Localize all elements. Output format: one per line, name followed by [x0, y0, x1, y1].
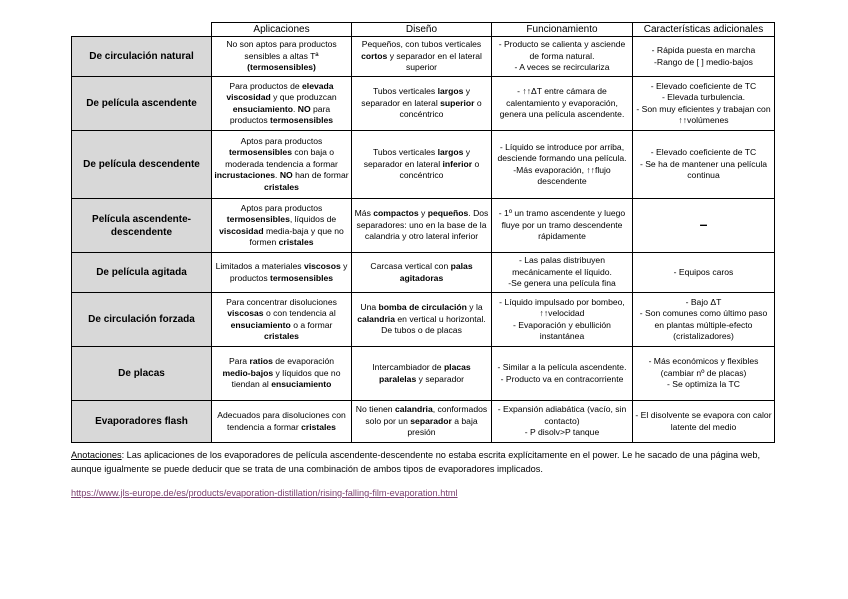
cell-diseno: Intercambiador de placas paralelas y separador: [352, 347, 492, 401]
annotations: [71, 448, 791, 476]
column-header-aplicaciones: Aplicaciones: [212, 23, 352, 37]
table-header-row: [72, 23, 775, 37]
cell-diseno: Tubos verticales largos y separador en lateral inferior o concéntrico: [352, 131, 492, 199]
row-header: Evaporadores flash: [72, 401, 212, 443]
cell-diseno: Tubos verticales largos y separador en lateral superior o concéntrico: [352, 77, 492, 131]
table-body: [72, 37, 775, 443]
cell-diseno: Carcasa vertical con palas agitadoras: [352, 253, 492, 293]
cell-caracteristicas: - Más económicos y flexibles (cambiar nº de placas) - Se optimiza la TC: [633, 347, 775, 401]
row-header: De circulación forzada: [72, 293, 212, 347]
cell-diseno: Una bomba de circulación y la calandria en vertical u horizontal. De tubos o de placas: [352, 293, 492, 347]
cell-aplicaciones: Aptos para productos termosensibles con baja o moderada tendencia a formar incrustaciones. NO han de formar cristales: [212, 131, 352, 199]
cell-caracteristicas: –: [633, 199, 775, 253]
row-header: De película descendente: [72, 131, 212, 199]
column-header-diseno: Diseño: [352, 23, 492, 37]
table-row: [72, 131, 775, 199]
table-corner-cell: [72, 23, 212, 37]
cell-funcionamiento: - Expansión adiabática (vacío, sin contacto) - P disolv>P tanque: [492, 401, 633, 443]
table-row: [72, 199, 775, 253]
row-header: De película ascendente: [72, 77, 212, 131]
cell-funcionamiento: - Líquido impulsado por bombeo, ↑↑velocidad - Evaporación y ebullición instantánea: [492, 293, 633, 347]
cell-funcionamiento: - Similar a la película ascendente. - Producto va en contracorriente: [492, 347, 633, 401]
row-header: Película ascendente-descendente: [72, 199, 212, 253]
table-row: [72, 253, 775, 293]
cell-caracteristicas: - El disolvente se evapora con calor latente del medio: [633, 401, 775, 443]
cell-funcionamiento: - Líquido se introduce por arriba, desciende formando una película. -Más evaporación, ↑↑flujo descendente: [492, 131, 633, 199]
cell-aplicaciones: Limitados a materiales viscosos y productos termosensibles: [212, 253, 352, 293]
table-row: [72, 77, 775, 131]
evaporators-table: [71, 22, 775, 443]
cell-aplicaciones: Para concentrar disoluciones viscosas o con tendencia al ensuciamiento o a formar cristales: [212, 293, 352, 347]
cell-caracteristicas: - Rápida puesta en marcha -Rango de [ ] medio-bajos: [633, 37, 775, 77]
row-header: De placas: [72, 347, 212, 401]
cell-funcionamiento: - Producto se calienta y asciende de forma natural. - A veces se recirculariza: [492, 37, 633, 77]
column-header-caracteristicas: Características adicionales: [633, 23, 775, 37]
cell-aplicaciones: Aptos para productos termosensibles, líquidos de viscosidad media-baja y que no formen cristales: [212, 199, 352, 253]
source-link[interactable]: https://www.jls-europe.de/es/products/evaporation-distillation/rising-falling-film-evaporation.html: [71, 488, 458, 498]
table-row: [72, 293, 775, 347]
row-header: De película agitada: [72, 253, 212, 293]
cell-aplicaciones: Para productos de elevada viscosidad y que produzcan ensuciamiento. NO para productos termosensibles: [212, 77, 352, 131]
cell-caracteristicas: - Elevado coeficiente de TC - Elevada turbulencia. - Son muy eficientes y trabajan con ↑↑volúmenes: [633, 77, 775, 131]
cell-funcionamiento: - Las palas distribuyen mecánicamente el líquido. -Se genera una película fina: [492, 253, 633, 293]
cell-diseno: Más compactos y pequeños. Dos separadores: uno en la base de la calandria y otro lateral inferior: [352, 199, 492, 253]
annotations-label: Anotaciones: [71, 450, 122, 460]
cell-caracteristicas: - Elevado coeficiente de TC - Se ha de mantener una película continua: [633, 131, 775, 199]
row-header: De circulación natural: [72, 37, 212, 77]
cell-funcionamiento: - ↑↑ΔT entre cámara de calentamiento y evaporación, genera una película ascendente.: [492, 77, 633, 131]
table-row: [72, 37, 775, 77]
cell-diseno: Pequeños, con tubos verticales cortos y separador en el lateral superior: [352, 37, 492, 77]
cell-caracteristicas: - Bajo ΔT - Son comunes como último paso en plantas múltiple-efecto (cristalizadores): [633, 293, 775, 347]
annotations-text: : Las aplicaciones de los evaporadores de película ascendente-descendente no estaba escrita explícitamente en el power. Le he sacado de una página web, aunque igualmente se puede deducir que se trata de una combinación de ambos tipos de evaporadores implicados.: [71, 450, 761, 474]
cell-aplicaciones: Para ratios de evaporación medio-bajos y líquidos que no tiendan al ensuciamiento: [212, 347, 352, 401]
cell-aplicaciones: No son aptos para productos sensibles a altas Tª (termosensibles): [212, 37, 352, 77]
table-row: [72, 347, 775, 401]
table-row: [72, 401, 775, 443]
cell-caracteristicas: - Equipos caros: [633, 253, 775, 293]
column-header-funcionamiento: Funcionamiento: [492, 23, 633, 37]
cell-aplicaciones: Adecuados para disoluciones con tendencia a formar cristales: [212, 401, 352, 443]
cell-diseno: No tienen calandria, conformados solo por un separador a baja presión: [352, 401, 492, 443]
cell-funcionamiento: - 1º un tramo ascendente y luego fluye por un tramo descendente rápidamente: [492, 199, 633, 253]
